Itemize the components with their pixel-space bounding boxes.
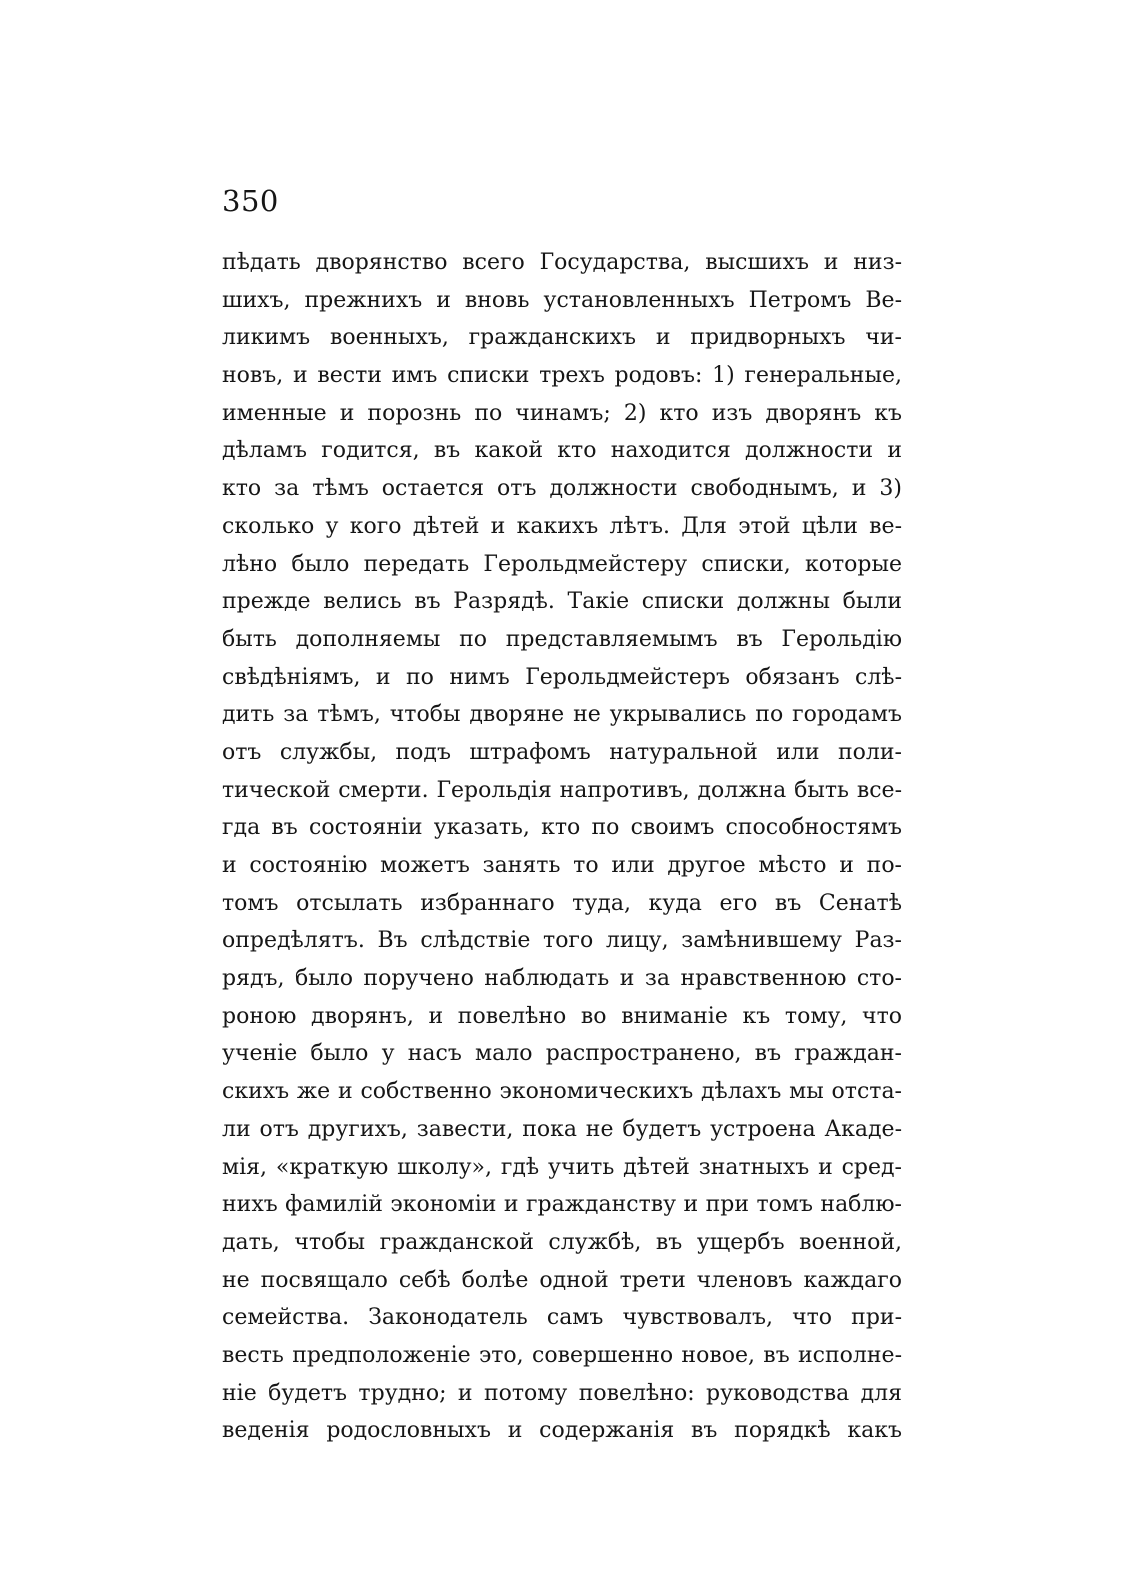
text-line: скихъ же и собственно экономическихъ дѣлахъ мы отста-	[222, 1079, 902, 1105]
text-line: опредѣлятъ. Въ слѣдствіе того лицу, замѣнившему Раз-	[222, 928, 902, 954]
text-line: рядъ, было поручено наблюдать и за нравственною сто-	[222, 966, 902, 992]
text-line: шихъ, прежнихъ и вновь установленныхъ Петромъ Ве-	[222, 287, 902, 313]
text-line: пѣдать дворянство всего Государства, высшихъ и низ-	[222, 250, 902, 275]
text-line: веденія родословныхъ и содержанія въ порядкѣ какъ	[222, 1418, 902, 1444]
text-line: не посвящало себѣ болѣе одной трети членовъ каждаго	[222, 1267, 902, 1293]
text-line: свѣдѣніямъ, и по нимъ Герольдмейстеръ обязанъ слѣ-	[222, 664, 902, 690]
text-line: мія, «краткую школу», гдѣ учить дѣтей знатныхъ и сред-	[222, 1154, 902, 1180]
text-line: томъ отсылать избраннаго туда, куда его въ Сенатѣ	[222, 890, 902, 916]
text-line: нихъ фамилій экономіи и гражданству и при томъ наблю-	[222, 1192, 902, 1218]
text-line: новъ, и вести имъ списки трехъ родовъ: 1) генеральные,	[222, 363, 902, 389]
text-line: ученіе было у насъ мало распространено, въ граждан-	[222, 1041, 902, 1067]
text-line: отъ службы, подъ штрафомъ натуральной или поли-	[222, 739, 902, 765]
text-line: весть предположеніе это, совершенно новое, въ исполне-	[222, 1342, 902, 1368]
text-line: ніе будетъ трудно; и потому повелѣно: руководства для	[222, 1380, 902, 1406]
text-line: и состоянію можетъ занять то или другое мѣсто и по-	[222, 853, 902, 878]
text-line: лѣно было передать Герольдмейстеру списки, которые	[222, 551, 902, 577]
body-text	[222, 244, 902, 1450]
text-line: сколько у кого дѣтей и какихъ лѣтъ. Для этой цѣли ве-	[222, 513, 902, 539]
text-line: семейства. Законодатель самъ чувствовалъ, что при-	[222, 1305, 902, 1331]
text-line: роною дворянъ, и повелѣно во вниманіе къ тому, что	[222, 1003, 902, 1029]
text-line: дѣламъ годится, въ какой кто находится должности и	[222, 438, 902, 464]
text-line: кто за тѣмъ остается отъ должности свободнымъ, и 3)	[222, 476, 902, 502]
text-line: гда въ состояніи указать, кто по своимъ способностямъ	[222, 815, 902, 841]
text-line: дать, чтобы гражданской службѣ, въ ущербъ военной,	[222, 1229, 902, 1255]
text-line: дить за тѣмъ, чтобы дворяне не укрывались по городамъ	[222, 702, 902, 728]
text-line: прежде велись въ Разрядѣ. Такіе списки должны были	[222, 589, 902, 615]
page-number: 350	[222, 184, 279, 218]
text-line: тической смерти. Герольдія напротивъ, должна быть все-	[222, 777, 902, 803]
text-line: быть дополняемы по представляемымъ въ Герольдію	[222, 626, 902, 652]
text-line: ликимъ военныхъ, гражданскихъ и придворныхъ чи-	[222, 325, 902, 351]
text-line: именные и порознь по чинамъ; 2) кто изъ дворянъ къ	[222, 400, 902, 426]
text-line: ли отъ другихъ, завести, пока не будетъ устроена Акаде-	[222, 1116, 902, 1142]
